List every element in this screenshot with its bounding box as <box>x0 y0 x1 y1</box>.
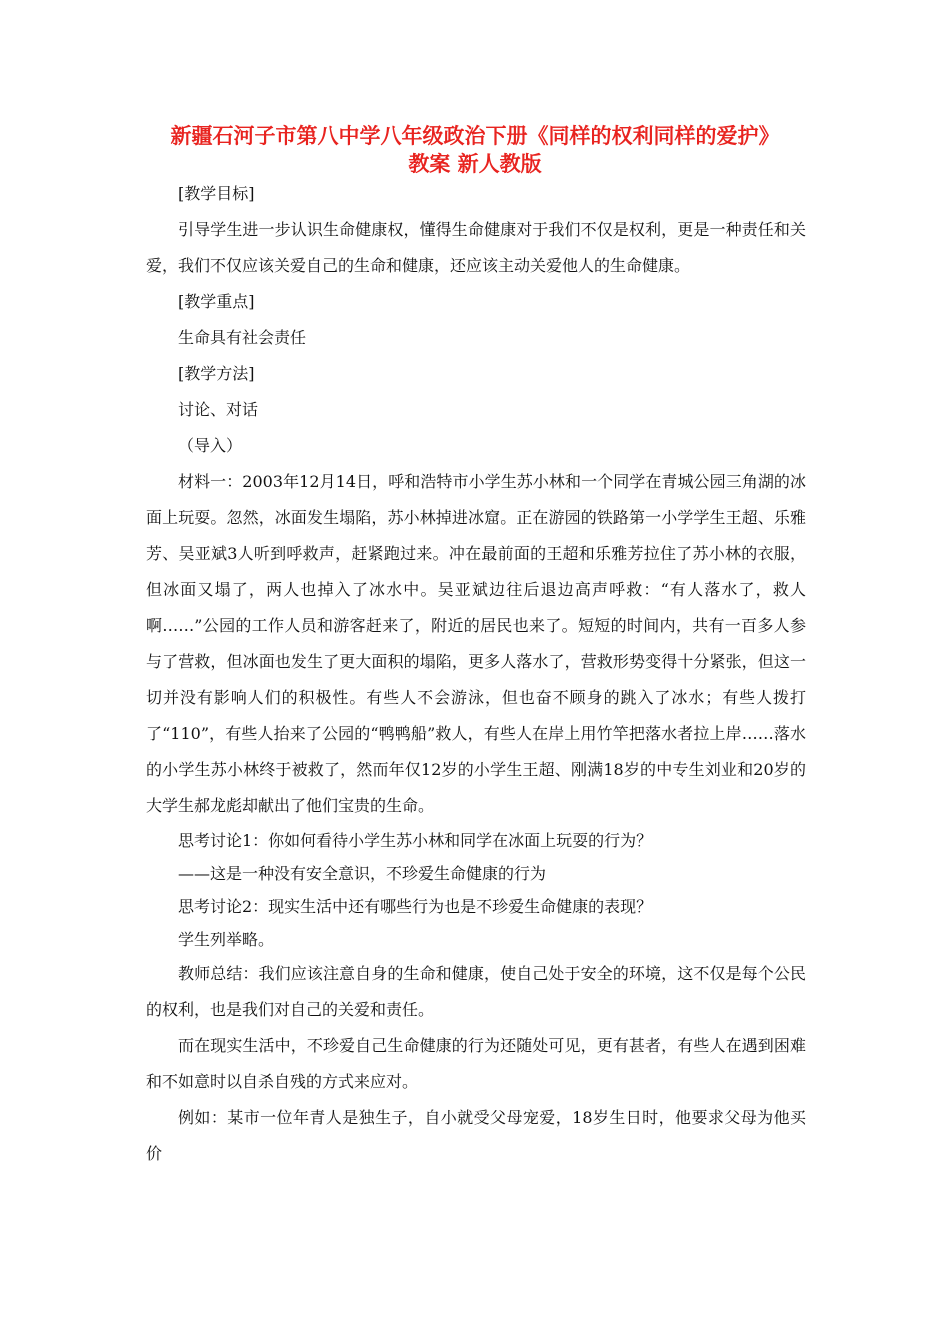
paragraph-material-one: 材料一：2003年12月14日，呼和浩特市小学生苏小林和一个同学在青城公园三角湖的冰面上玩耍。忽然，冰面发生塌陷，苏小林掉进冰窟。正在游园的铁路第一小学学生王超、乐雅芳、吴亚斌3人听到呼救声，赶紧跑过来。冲在最前面的王超和乐雅芳拉住了苏小林的衣服，但冰面又塌了，两人也掉入了冰水中。吴亚斌边往后退边高声呼救：“有人落水了，救人啊……”公园的工作人员和游客赶来了，附近的居民也来了。短短的时间内，共有一百多人参与了营救，但冰面也发生了更大面积的塌陷，更多人落水了，营救形势变得十分紧张，但这一切并没有影响人们的积极性。有些人不会游泳，但也奋不顾身的跳入了冰水；有些人拨打了“110”，有些人抬来了公园的“鸭鸭船”救人，有些人在岸上用竹竿把落水者拉上岸……落水的小学生苏小林终于被救了，然而年仅12岁的小学生王超、刚满18岁的中专生刘业和20岁的大学生郝龙彪却献出了他们宝贵的生命。 <box>146 472 806 815</box>
paragraph-discussion-2: 思考讨论2：现实生活中还有哪些行为也是不珍爱生命健康的表现？ <box>178 897 653 916</box>
paragraph-key-points: 生命具有社会责任 <box>178 328 307 347</box>
paragraph-reality: 而在现实生活中，不珍爱自己生命健康的行为还随处可见，更有甚者，有些人在遇到困难和不如意时以自杀自残的方式来应对。 <box>146 1036 806 1091</box>
document-body <box>146 176 806 1172</box>
paragraph-methods: 讨论、对话 <box>178 400 259 419</box>
document-title-line-1: 新疆石河子市第八中学八年级政治下册《同样的权利同样的爱护》 <box>170 124 780 148</box>
paragraph-discussion-1: 思考讨论1：你如何看待小学生苏小林和同学在冰面上玩耍的行为？ <box>178 831 653 850</box>
paragraph-answer-1: ——这是一种没有安全意识，不珍爱生命健康的行为 <box>178 864 547 883</box>
paragraph-example: 例如：某市一位年青人是独生子，自小就受父母宠爱，18岁生日时，他要求父母为他买价 <box>146 1108 806 1163</box>
paragraph-objectives: 引导学生进一步认识生命健康权，懂得生命健康对于我们不仅是权利，更是一种责任和关爱，我们不仅应该关爱自己的生命和健康，还应该主动关爱他人的生命健康。 <box>146 220 806 275</box>
section-heading-intro: （导入） <box>178 436 243 455</box>
section-heading-key-points: [教学重点] <box>178 292 255 311</box>
section-heading-objectives: [教学目标] <box>178 184 255 203</box>
paragraph-student-examples: 学生列举略。 <box>178 930 275 949</box>
paragraph-teacher-summary: 教师总结：我们应该注意自身的生命和健康，使自己处于安全的环境，这不仅是每个公民的权利，也是我们对自己的关爱和责任。 <box>146 964 806 1019</box>
section-heading-methods: [教学方法] <box>178 364 255 383</box>
document-title-line-2: 教案 新人教版 <box>408 152 542 176</box>
